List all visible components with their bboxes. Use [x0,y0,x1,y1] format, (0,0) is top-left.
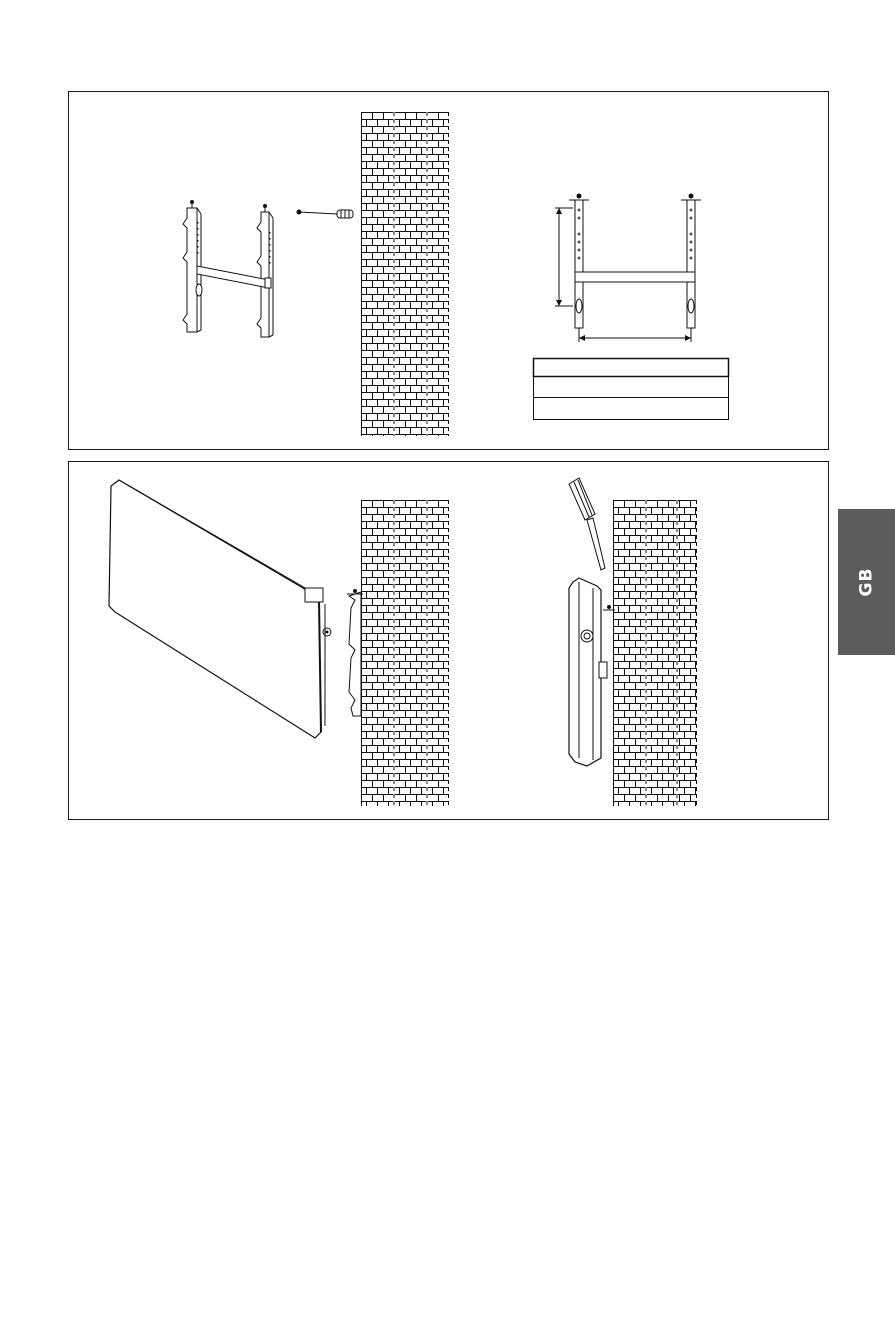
bracket-and-wall-plug-icon [169,202,369,342]
brick-wall-icon [613,500,697,806]
top-figure-panel [68,91,829,450]
language-tab-label: GB [856,567,877,597]
heater-fixing-screwdriver-icon [557,476,617,776]
language-tab [838,509,895,655]
dimension-table [533,358,729,422]
brick-wall-icon [361,500,449,806]
bottom-figure-panel [68,461,829,820]
bracket-dimensions-icon [547,188,747,348]
heater-hanging-icon [105,476,335,736]
brick-wall-icon [361,112,449,436]
